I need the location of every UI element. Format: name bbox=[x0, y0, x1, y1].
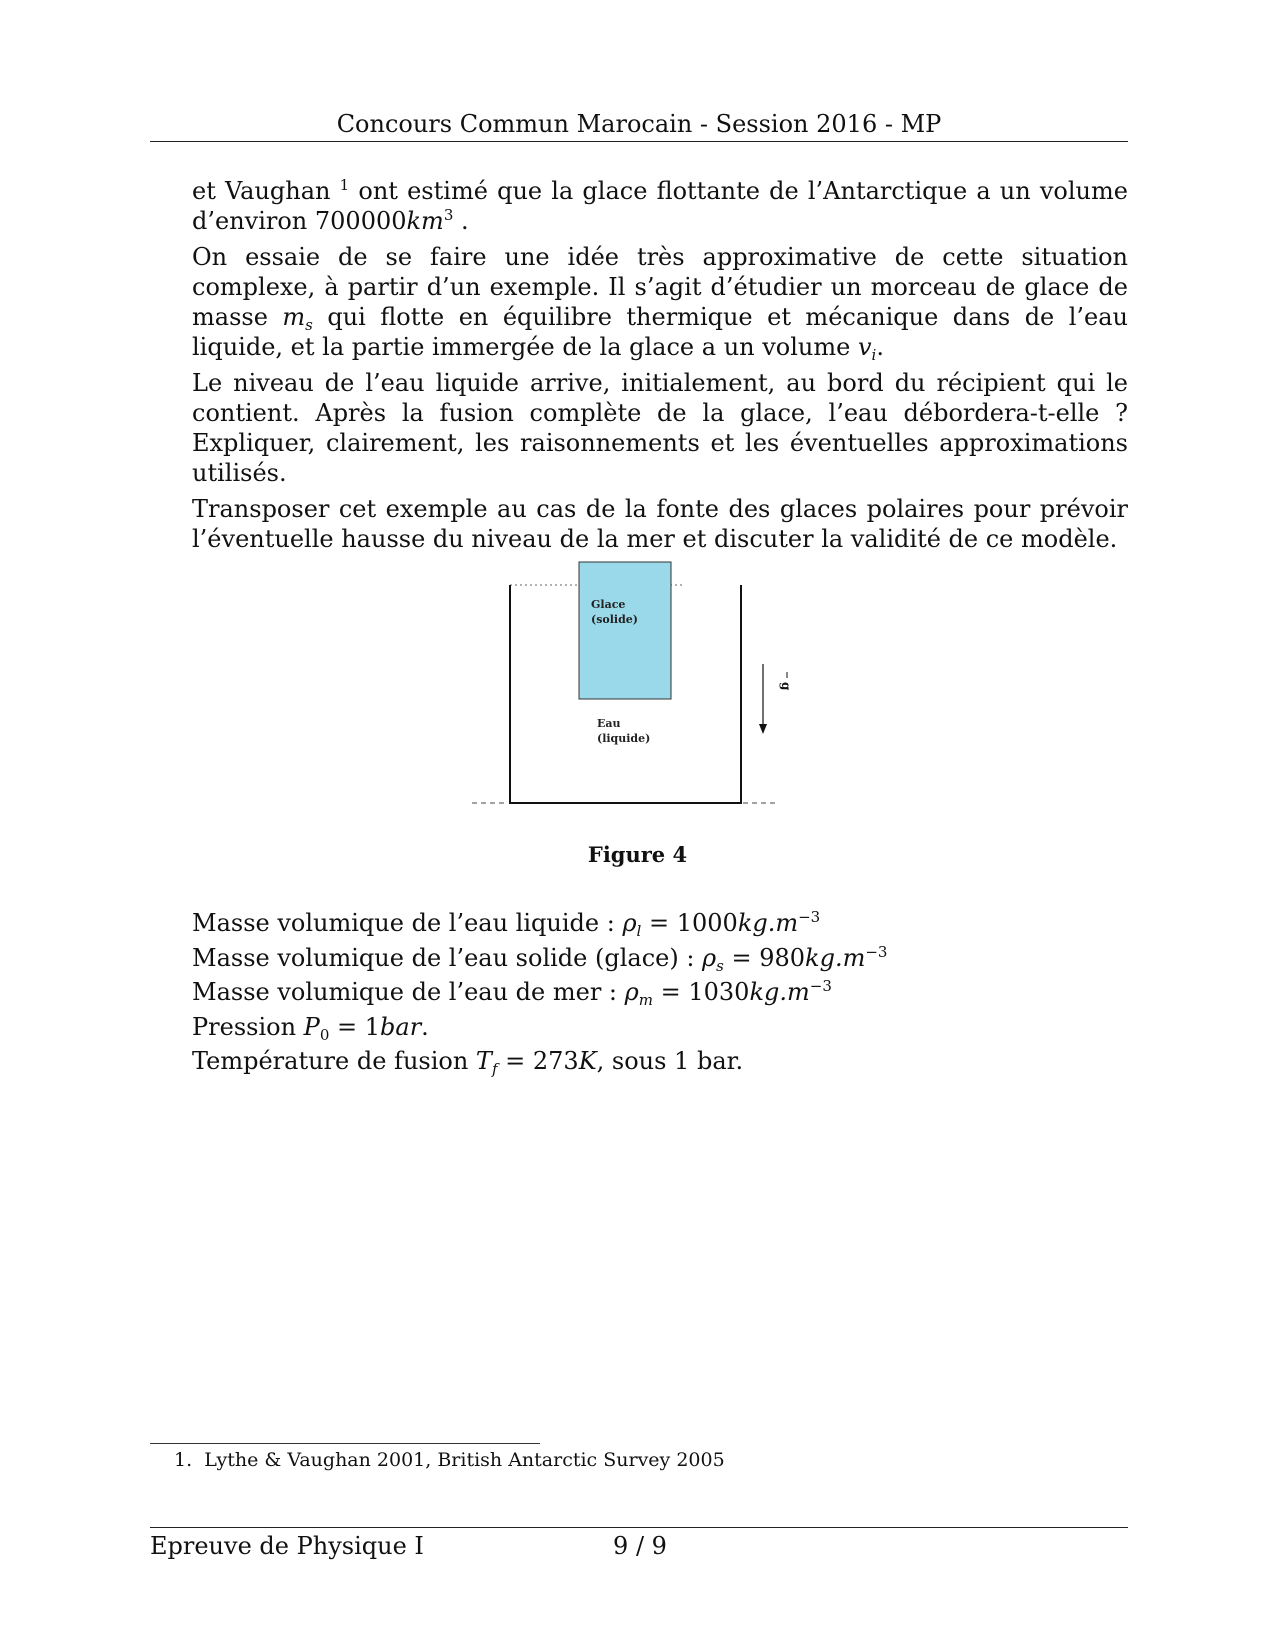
text: ont estimé que la glace flottante de l’Antarctique a un volume d’environ 700000 bbox=[192, 177, 1128, 235]
text: Masse volumique de l’eau de mer : bbox=[192, 978, 625, 1006]
footer-title: Epreuve de Physique I bbox=[150, 1532, 424, 1560]
footnote-ref: 1 bbox=[339, 176, 350, 194]
math-unit: kg.m bbox=[737, 909, 799, 937]
math-unit: K bbox=[578, 1047, 597, 1075]
math-symbol: ρ bbox=[624, 978, 639, 1006]
math-exponent: 3 bbox=[443, 206, 454, 224]
math-unit: kg.m bbox=[805, 943, 866, 972]
page-header: Concours Commun Marocain - Session 2016 - MP bbox=[150, 110, 1128, 142]
data-line-rho-l bbox=[192, 906, 887, 941]
math-subscript: s bbox=[305, 316, 313, 334]
ice-label-2: (solide) bbox=[591, 613, 638, 626]
math-symbol: P bbox=[303, 1012, 320, 1041]
gravity-arrowhead bbox=[759, 724, 767, 734]
math-unit: km bbox=[406, 207, 444, 235]
water-label-1: Eau bbox=[597, 717, 621, 730]
math-symbol: ρ bbox=[622, 909, 637, 937]
page-number: 9 / 9 bbox=[613, 1532, 667, 1560]
text: . bbox=[421, 1012, 429, 1041]
math-value: = 273 bbox=[497, 1047, 579, 1075]
water-label-2: (liquide) bbox=[597, 732, 651, 745]
math-symbol: T bbox=[475, 1047, 492, 1075]
math-exponent: −3 bbox=[865, 942, 888, 961]
text: Pression bbox=[192, 1012, 304, 1041]
math-exponent: −3 bbox=[809, 977, 832, 995]
gravity-label: g bbox=[779, 682, 793, 691]
footnote-rule bbox=[150, 1443, 540, 1444]
math-exponent: −3 bbox=[798, 908, 821, 926]
ice-label-1: Glace bbox=[591, 598, 626, 611]
text: et Vaughan bbox=[192, 177, 331, 205]
footnote bbox=[174, 1449, 725, 1471]
text: On essaie de se faire une idée très approximative de cette situation complexe, à partir d’un exemple. Il s’agit d’étudier un morceau de glace de masse bbox=[192, 243, 1128, 331]
body-text bbox=[192, 176, 1128, 560]
paragraph-1 bbox=[192, 176, 1128, 236]
math-value: = 980 bbox=[723, 943, 806, 972]
text: qui flotte en équilibre thermique et mécanique dans de l’eau liquide, et la partie immergée de la glace a un volume bbox=[192, 303, 1128, 361]
math-value: = 1030 bbox=[653, 978, 750, 1006]
text: Température de fusion bbox=[192, 1047, 476, 1075]
data-line-pressure bbox=[192, 1010, 887, 1045]
paragraph-3: Le niveau de l’eau liquide arrive, initialement, au bord du récipient qui le contient. Après la fusion complète de la glace, l’eau débordera-t-elle ? Expliquer, clairement, les raisonnements et les éventuelles approximations utilisés. bbox=[192, 369, 1128, 487]
math-value: = 1 bbox=[329, 1012, 381, 1041]
math-mass: m bbox=[282, 303, 306, 331]
data-list bbox=[192, 906, 887, 1079]
paragraph-4: Transposer cet exemple au cas de la fonte des glaces polaires pour prévoir l’éventuelle hausse du niveau de la mer et discuter la validité de ce modèle. bbox=[192, 495, 1128, 553]
math-subscript: f bbox=[491, 1060, 498, 1078]
data-line-rho-m bbox=[192, 975, 887, 1010]
text: Masse volumique de l’eau liquide : bbox=[192, 909, 623, 937]
data-line-fusion-temp bbox=[192, 1044, 887, 1079]
text: Masse volumique de l’eau solide (glace) : bbox=[192, 943, 703, 972]
math-unit: bar bbox=[380, 1012, 422, 1041]
text: . bbox=[876, 333, 884, 361]
math-value: = 1000 bbox=[641, 909, 738, 937]
text: . bbox=[453, 207, 469, 235]
footer-rule bbox=[150, 1527, 1128, 1528]
math-subscript: m bbox=[638, 991, 653, 1009]
figure-caption: Figure 4 bbox=[587, 842, 688, 867]
math-symbol: ρ bbox=[702, 943, 717, 972]
math-subscript: l bbox=[636, 922, 642, 940]
data-line-rho-s bbox=[192, 941, 887, 976]
math-subscript: s bbox=[716, 956, 724, 975]
ice-block bbox=[579, 562, 671, 699]
math-subscript: 0 bbox=[319, 1025, 330, 1044]
footnote-text: Lythe & Vaughan 2001, British Antarctic Survey 2005 bbox=[204, 1449, 725, 1471]
math-subscript: i bbox=[871, 346, 877, 364]
footnote-number: 1. bbox=[174, 1449, 193, 1471]
paragraph-2 bbox=[192, 242, 1128, 362]
math-unit: kg.m bbox=[749, 978, 810, 1006]
math-volume: v bbox=[857, 333, 872, 361]
figure-4-diagram bbox=[460, 556, 800, 808]
text: , sous 1 bar. bbox=[596, 1047, 744, 1075]
